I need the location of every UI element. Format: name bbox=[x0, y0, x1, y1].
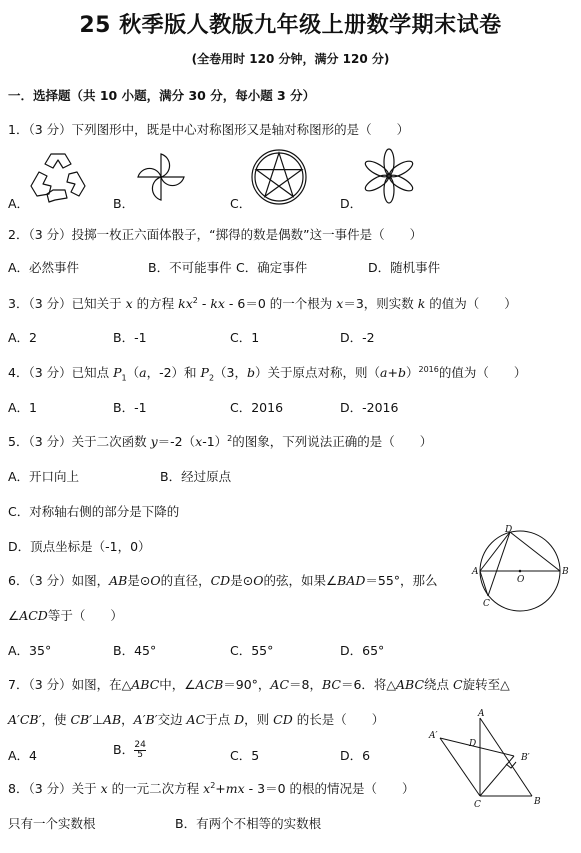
q1-option-a: A． bbox=[8, 196, 30, 211]
q7-label-a-prime: A′ bbox=[429, 731, 438, 741]
q2-option-d: D．随机事件 bbox=[368, 260, 441, 275]
question-7-stem-line2: A′CB′，使 CB′⊥AB，A′B′交边 AC于点 D，则 CD 的长是（ ） bbox=[8, 712, 385, 727]
pinwheel-icon bbox=[134, 150, 188, 204]
q7-option-b: B． $\frac{24}{5}$ bbox=[113, 740, 146, 760]
question-2-stem: 2．（3 分）投掷一枚正六面体骰子，“掷得的数是偶数”这一事件是（ ） bbox=[8, 227, 423, 242]
q6-option-b: B．45° bbox=[113, 643, 157, 658]
q7-option-d: D．6 bbox=[340, 748, 371, 763]
q6-label-a: A bbox=[472, 567, 479, 577]
question-4-stem: 4．（3 分）已知点 $P_1(a$，‐2）和 $P_2(3$，b）关于原点对称，则$(a+b)^{2016}$的值为（ ） bbox=[8, 364, 527, 383]
section-heading: 一．选择题（共 10 小题，满分 30 分，每小题 3 分） bbox=[8, 88, 316, 103]
q7-fraction: $\frac{24}{5}$ bbox=[134, 740, 146, 760]
q6-option-c: C．55° bbox=[230, 643, 274, 658]
q4-option-c: C．2016 bbox=[230, 400, 284, 415]
page-title: 25 秋季版人教版九年级上册数学期末试卷 bbox=[79, 13, 502, 38]
q3-option-d: D．‐2 bbox=[340, 330, 375, 345]
q5-option-d: D．顶点坐标是（‐1，0） bbox=[8, 539, 151, 554]
question-3-stem: 3．（3 分）已知关于 x 的方程 $kx^2$ ‐ kx ‐ 6＝0 的一个根为 x＝3，则实数 k 的值为（ ） bbox=[8, 295, 517, 311]
question-6-stem-line2: ∠ACD等于（ ） bbox=[8, 608, 123, 623]
question-6-stem: 6．（3 分）如图，AB是⊙O的直径，CD是⊙O的弦，如果∠BAD＝55°，那么 bbox=[8, 573, 438, 588]
q6-circle-figure bbox=[472, 526, 572, 612]
q2-option-a: A．必然事件 bbox=[8, 260, 80, 275]
q7-label-b-prime: B′ bbox=[521, 753, 530, 763]
question-7-stem: 7．（3 分）如图，在△ABC中，∠ACB＝90°，AC＝8，BC＝6．将△ABC绕点 C旋转至△ bbox=[8, 677, 510, 692]
question-8-stem: 8．（3 分）关于 x 的一元二次方程 $x^2+mx$ ‐ 3＝0 的根的情况是（ ） bbox=[8, 780, 415, 796]
q1-option-d: D． bbox=[340, 196, 363, 211]
q6-option-a: A．35° bbox=[8, 643, 52, 658]
q4-option-a: A．1 bbox=[8, 400, 38, 415]
q7-triangle-figure bbox=[428, 709, 550, 810]
question-5-stem: 5．（3 分）关于二次函数 y＝‐2（x‐1）$^2$的图象，下列说法正确的是（ ） bbox=[8, 433, 433, 449]
q7-label-c: C bbox=[474, 800, 481, 810]
page-subtitle: (全卷用时 120 分钟，满分 120 分) bbox=[191, 52, 390, 66]
q1-option-c: C． bbox=[230, 196, 252, 211]
q6-label-b: B bbox=[562, 567, 569, 577]
q3-option-b: B．‐1 bbox=[113, 330, 147, 345]
six-petal-flower-icon bbox=[360, 146, 418, 206]
q6-label-o: O bbox=[517, 575, 525, 585]
q5-option-b: B．经过原点 bbox=[160, 469, 232, 484]
q5-option-a: A．开口向上 bbox=[8, 469, 80, 484]
q3-option-c: C．1 bbox=[230, 330, 260, 345]
q4-option-d: D．‐2016 bbox=[340, 400, 399, 415]
q7-option-c: C．5 bbox=[230, 748, 260, 763]
q7-label-a: A bbox=[478, 709, 485, 719]
q7-label-d: D bbox=[469, 739, 477, 749]
recycle-triangle-icon bbox=[27, 150, 89, 206]
q7-label-b: B bbox=[534, 797, 541, 807]
q6-label-d: D bbox=[505, 525, 513, 535]
q2-option-b: B．不可能事件 bbox=[148, 260, 232, 275]
question-1-stem: 1．（3 分）下列图形中，既是中心对称图形又是轴对称图形的是（ ） bbox=[8, 122, 410, 137]
q4-option-b: B．‐1 bbox=[113, 400, 147, 415]
q7-option-a: A．4 bbox=[8, 748, 38, 763]
q2-option-c: C．确定事件 bbox=[236, 260, 308, 275]
q5-option-c: C．对称轴右侧的部分是下降的 bbox=[8, 504, 180, 519]
q6-label-c: C bbox=[483, 599, 490, 609]
q8-option-a: 只有一个实数根 bbox=[8, 816, 96, 831]
star-in-circle-icon bbox=[250, 148, 308, 206]
q6-option-d: D．65° bbox=[340, 643, 385, 658]
q1-option-b: B． bbox=[113, 196, 135, 211]
q8-option-b: B．有两个不相等的实数根 bbox=[175, 816, 322, 831]
q3-option-a: A．2 bbox=[8, 330, 38, 345]
